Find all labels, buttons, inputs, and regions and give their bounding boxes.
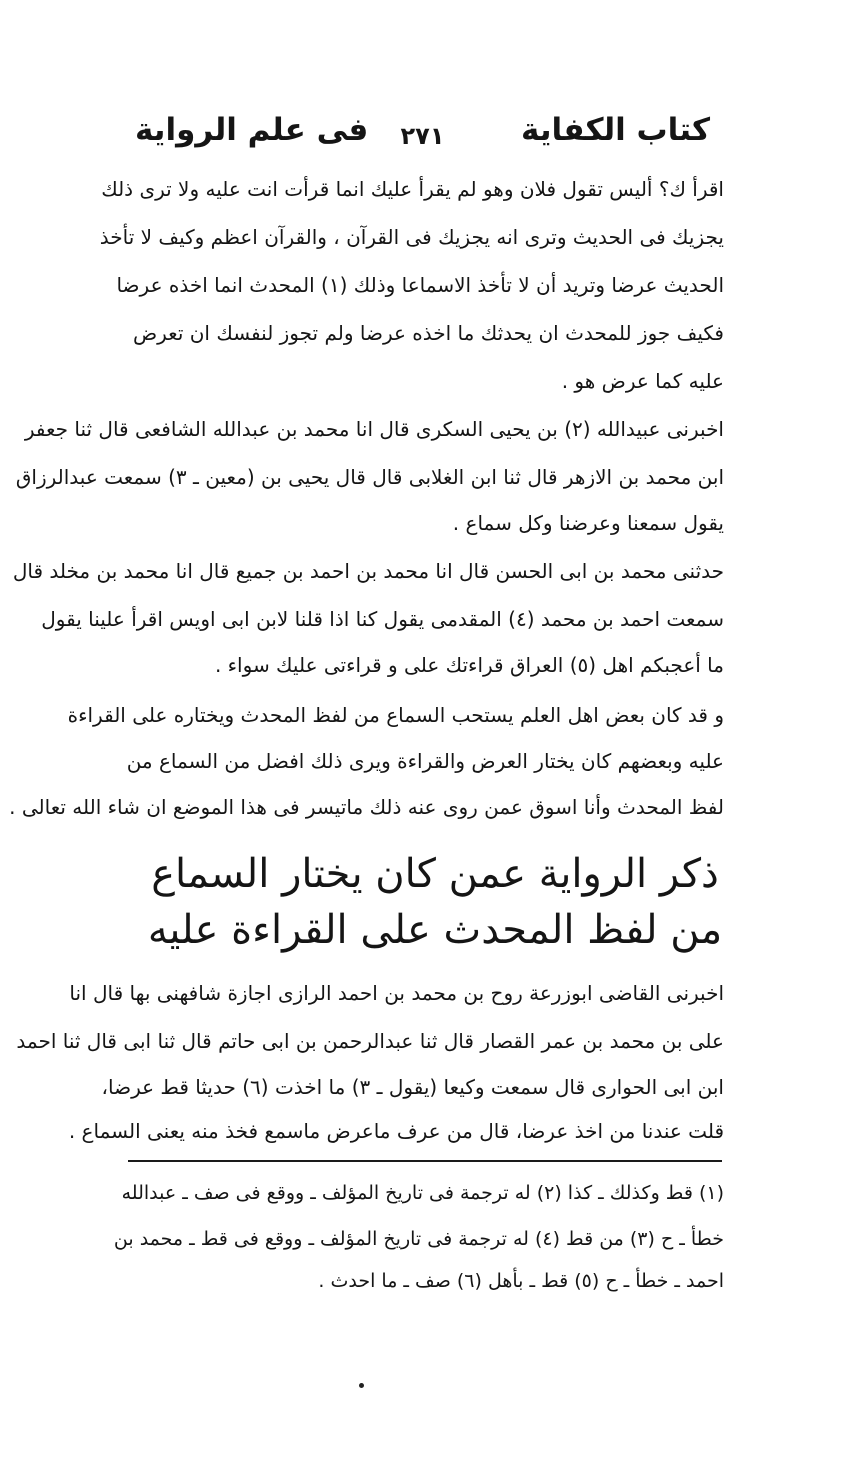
text-line: اخبرنى القاضى ابوزرعة روح بن محمد بن احمد الرازى اجازة شافهنى بها قال انا <box>69 981 724 1005</box>
book-title: كتاب الكفاية <box>521 112 710 148</box>
footnote-line: (١) قط وكذلك ـ كذا (٢) له ترجمة فى تاريخ المؤلف ـ ووقع فى صف ـ عبدالله <box>121 1182 724 1204</box>
section-heading-line-2: من لفظ المحدث على القراءة عليه <box>147 907 723 953</box>
section-heading-line-1: ذكر الرواية عمن كان يختار السماع <box>151 851 719 897</box>
text-line: ابن ابى الحوارى قال سمعت وكيعا (يقول ـ ٣) ما اخذت (٦) حديثا قط عرضا، <box>101 1075 724 1099</box>
text-line: ما أعجبكم اهل (٥) العراق قراءتك على و قراءتى عليك سواء . <box>214 653 724 677</box>
page-number: ٢٧١ <box>400 122 445 150</box>
ink-speck <box>359 1383 364 1388</box>
text-line: الحديث عرضا وتريد أن لا تأخذ الاسماعا وذلك (١) المحدث انما اخذه عرضا <box>116 273 724 297</box>
text-line: ابن محمد بن الازهر قال ثنا ابن الغلابى قال قال يحيى بن (معين ـ ٣) سمعت عبدالرزاق <box>15 465 724 489</box>
text-line: و قد كان بعض اهل العلم يستحب السماع من لفظ المحدث ويختاره على القراءة <box>67 703 724 727</box>
text-line: اقرأ ك؟ أليس تقول فلان وهو لم يقرأ عليك انما قرأت انت عليه ولا ترى ذلك <box>101 177 724 201</box>
running-header <box>135 108 710 158</box>
text-line: يقول سمعنا وعرضنا وكل سماع . <box>452 511 724 535</box>
footnote-divider <box>128 1160 722 1162</box>
text-line: عليه وبعضهم كان يختار العرض والقراءة ويرى ذلك افضل من السماع من <box>126 749 724 773</box>
text-line: سمعت احمد بن محمد (٤) المقدمى يقول كنا اذا قلنا لابن ابى اويس اقرأ علينا يقول <box>41 607 724 631</box>
text-line: لفظ المحدث وأنا اسوق عمن روى عنه ذلك ماتيسر فى هذا الموضع ان شاء الله تعالى . <box>9 795 724 819</box>
footnote-line: احمد ـ خطأ ـ ح (٥) قط ـ بأهل (٦) صف ـ ما احدث . <box>318 1270 724 1292</box>
text-line: فكيف جوز للمحدث ان يحدثك ما اخذه عرضا ولم تجوز لنفسك ان تعرض <box>132 321 724 345</box>
subject-title: فى علم الرواية <box>135 112 369 148</box>
text-line: قلت عندنا من اخذ عرضا، قال من عرف ماعرض ماسمع فخذ منه يعنى السماع . <box>68 1119 724 1143</box>
text-line: يجزيك فى الحديث وترى انه يجزيك فى القرآن ، والقرآن اعظم وكيف لا تأخذ <box>99 225 724 249</box>
text-line: اخبرنى عبيدالله (٢) بن يحيى السكرى قال انا محمد بن عبدالله الشافعى قال ثنا جعفر <box>24 417 724 441</box>
text-line: عليه كما عرض هو . <box>561 369 724 393</box>
footnote-line: خطأ ـ ح (٣) من قط (٤) له ترجمة فى تاريخ المؤلف ـ ووقع فى قط ـ محمد بن <box>113 1228 724 1250</box>
text-line: على بن محمد بن عمر القصار قال ثنا عبدالرحمن بن ابى حاتم قال ثنا ابى قال ثنا احمد <box>16 1029 724 1053</box>
text-line: حدثنى محمد بن ابى الحسن قال انا محمد بن احمد بن جميع قال انا محمد بن مخلد قال <box>12 559 724 583</box>
